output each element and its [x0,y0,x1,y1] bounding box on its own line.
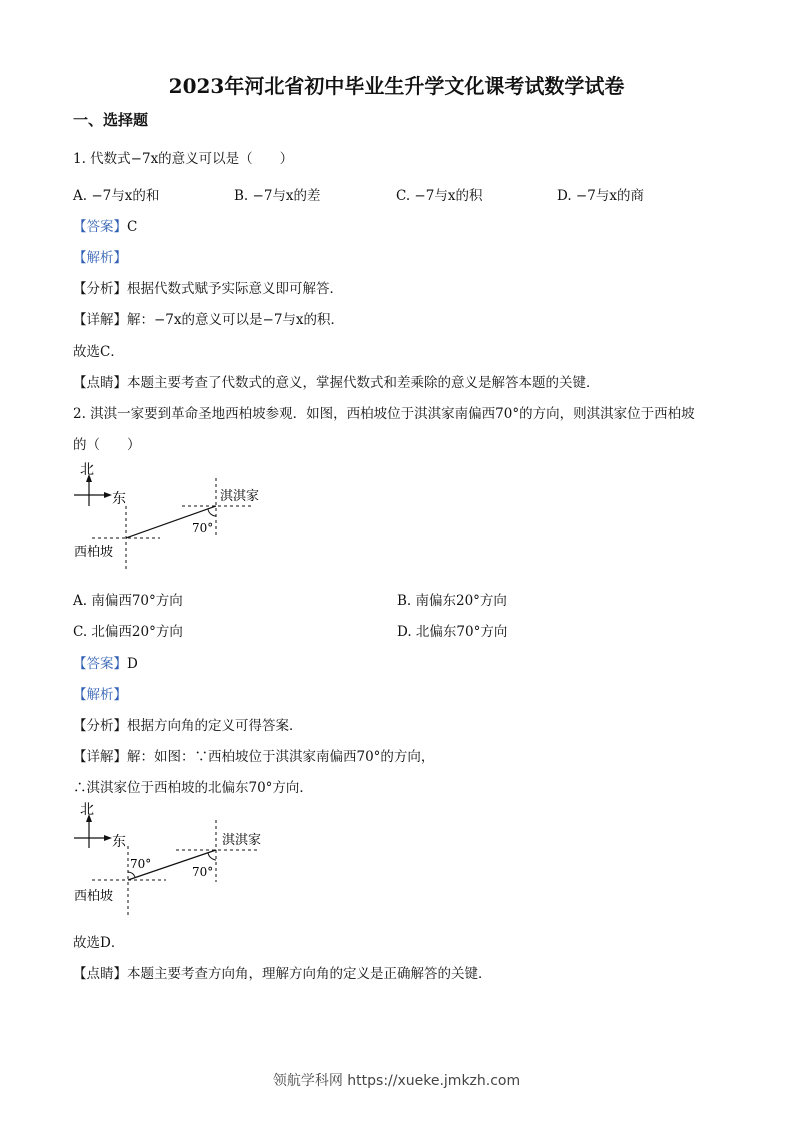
fenxi-tag: 【分析】 [73,281,127,297]
xiangjie-tag: 【详解】 [73,749,127,765]
q2-solution-figure [70,800,310,922]
north-label: 北 [80,462,94,478]
q1-answer [73,215,137,235]
page-title: 2023年河北省初中毕业生升学文化课考试数学试卷 [168,74,625,98]
xibaipo-label: 西柏坡 [74,889,114,904]
q2-figure [70,458,280,578]
q2-fenxi [73,714,303,734]
q2-dianjing [73,962,492,982]
q2-answer [73,652,138,672]
q1-analysis-tag: 【解析】 [73,250,127,266]
q2-option-b: B. 南偏东20°方向 [397,593,507,609]
home-label: 淇淇家 [220,489,260,504]
q1-option-c: C. −7与x的积 [396,188,483,204]
xiangjie-text: 解：−7x的意义可以是−7与x的积． [127,312,345,328]
q1-conclusion: 故选C． [73,344,124,360]
fenxi-text: 根据代数式赋予实际意义即可解答． [127,281,343,297]
q2-stem-line2: 的（ ） [73,437,141,453]
north-label: 北 [80,802,94,818]
q1-dianjing [73,371,600,391]
q1-xiangjie [73,308,344,328]
xiangjie-text: 解：如图：∵西柏坡位于淇淇家南偏西70°的方向， [127,749,435,765]
dianjing-text: 本题主要考查了代数式的意义，掌握代数式和差乘除的意义是解答本题的关键． [127,375,600,391]
angle-label-home: 70° [192,865,214,879]
xiangjie-tag: 【详解】 [73,312,127,328]
q1-option-d: D. −7与x的商 [557,188,644,204]
q2-analysis-tag: 【解析】 [73,687,127,703]
q2-option-a: A. 南偏西70°方向 [73,593,183,609]
answer-tag: 【答案】 [73,656,127,672]
dianjing-text: 本题主要考查方向角，理解方向角的定义是正确解答的关键． [127,966,492,982]
answer-tag: 【答案】 [73,219,127,235]
angle-label: 70° [192,521,214,535]
section-heading: 一、选择题 [73,111,149,129]
q2-stem-line1: 2. 淇淇一家要到革命圣地西柏坡参观．如图，西柏坡位于淇淇家南偏西70°的方向，则淇淇家位于西柏坡 [73,406,695,422]
answer-value: D [127,656,138,672]
q1-option-a: A. −7与x的和 [73,188,160,204]
q2-option-c: C. 北偏西20°方向 [73,624,183,640]
q1-stem: 1. 代数式−7x的意义可以是（ ） [73,151,294,167]
east-label: 东 [112,491,126,507]
fenxi-text: 根据方向角的定义可得答案． [127,718,303,734]
q2-conclusion: 故选D． [73,935,125,951]
fenxi-tag: 【分析】 [73,718,127,734]
q2-therefore: ∴淇淇家位于西柏坡的北偏东70°方向． [73,780,313,796]
east-label: 东 [112,834,126,850]
angle-label-xibaipo: 70° [130,857,152,871]
home-label: 淇淇家 [222,833,262,848]
dianjing-tag: 【点睛】 [73,966,127,982]
q1-fenxi [73,277,343,297]
q2-option-d: D. 北偏东70°方向 [397,624,508,640]
answer-value: C [127,219,138,235]
footer-watermark: 领航学科网 https://xueke.jmkzh.com [272,1073,521,1089]
q2-xiangjie [73,745,434,765]
xibaipo-label: 西柏坡 [74,545,114,560]
q1-option-b: B. −7与x的差 [234,188,321,204]
dianjing-tag: 【点睛】 [73,375,127,391]
